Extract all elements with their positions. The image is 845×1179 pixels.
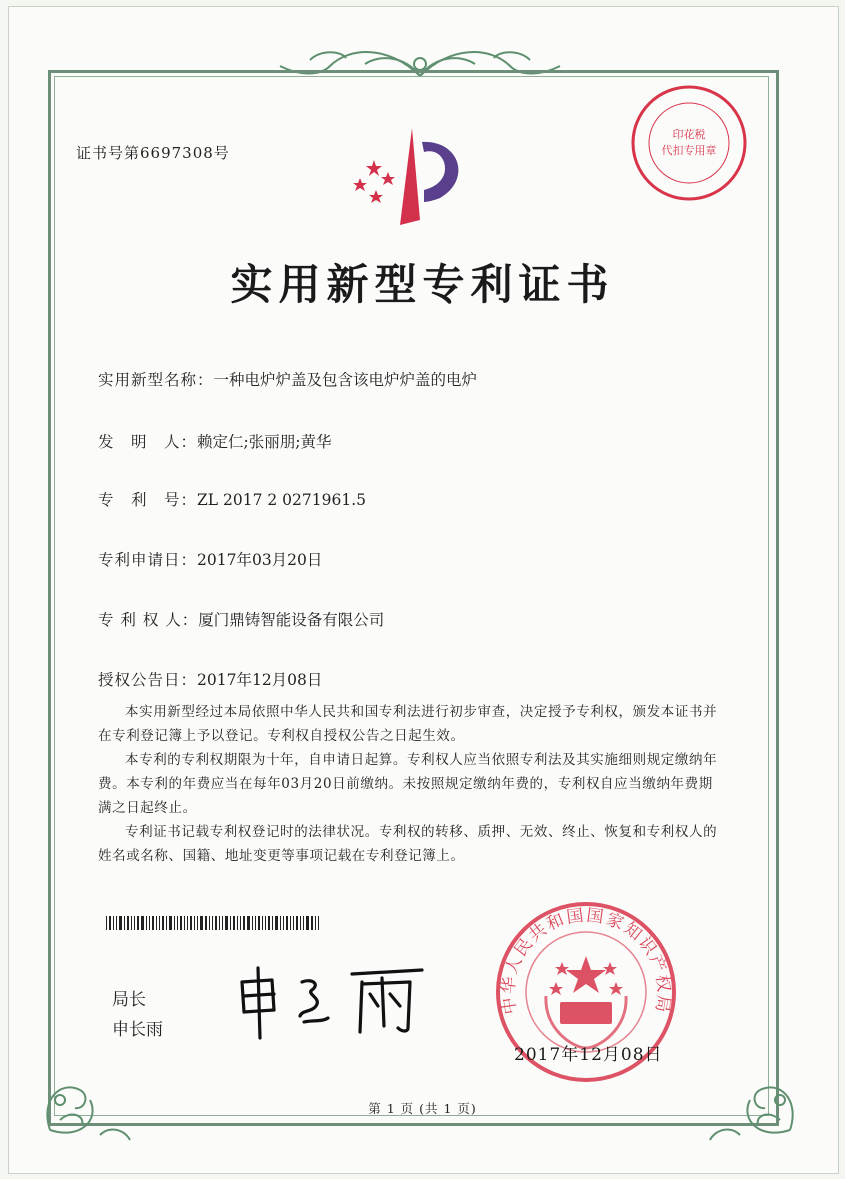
cnipa-logo-icon (340, 120, 480, 230)
inventor-field (98, 430, 331, 452)
utility-model-name-value: 一种电炉炉盖及包含该电炉炉盖的电炉 (213, 371, 478, 389)
certificate-number: 证书号第6697308号 (76, 144, 230, 162)
utility-model-name-label: 实用新型名称： (98, 371, 214, 389)
patent-number-field (98, 488, 366, 510)
body-paragraph-grant: 本实用新型经过本局依照中华人民共和国专利法进行初步审查，决定授予专利权，颁发本证书并在专利登记簿上予以登记。专利权自授权公告之日起生效。 (98, 704, 718, 744)
application-date-value: 2017年03月20日 (197, 551, 323, 569)
director-title: 局长 (112, 990, 146, 1010)
barcode (106, 916, 320, 930)
grant-announcement-date-value: 2017年12月08日 (197, 671, 323, 689)
body-paragraph-term: 本专利的专利权期限为十年，自申请日起算。专利权人应当依照专利法及其实施细则规定缴纳年费。本专利的年费应当在每年03月20日前缴纳。未按照规定缴纳年费的，专利权自应当缴纳年费期满之日起终止。 (98, 752, 718, 816)
svg-text:代扣专用章: 代扣专用章 (661, 144, 717, 157)
grant-announcement-date-label: 授权公告日： (98, 671, 198, 689)
body-paragraph-legal-status: 专利证书记载专利权登记时的法律状况。专利权的转移、质押、无效、终止、恢复和专利权人的姓名或名称、国籍、地址变更等事项记载在专利登记簿上。 (98, 824, 718, 864)
application-date-field (98, 548, 322, 570)
handwritten-signature (232, 960, 432, 1040)
seal-date: 2017年12月08日 (514, 1045, 663, 1065)
patentee-field (98, 608, 384, 630)
svg-text:印花税: 印花税 (672, 128, 706, 141)
patent-number-value: ZL 2017 2 0271961.5 (197, 491, 366, 509)
tax-stamp-seal (628, 82, 750, 204)
utility-model-name-field (98, 368, 477, 390)
patent-number-label: 专 利 号： (98, 491, 198, 509)
certificate-body-text (98, 700, 720, 868)
patentee-value: 厦门鼎铸智能设备有限公司 (198, 611, 385, 629)
grant-announcement-date-field (98, 668, 322, 690)
inventor-value: 赖定仁;张丽朋;黄华 (197, 433, 332, 451)
patentee-label: 专 利 权 人： (98, 611, 199, 629)
corner-ornament-bottom-left (30, 1040, 140, 1150)
inventor-label: 发 明 人： (98, 433, 198, 451)
page-footer: 第 1 页 (共 1 页) (368, 1101, 477, 1116)
director-name: 申长雨 (112, 1020, 163, 1040)
application-date-label: 专利申请日： (98, 551, 198, 569)
corner-ornament-bottom-right (700, 1040, 810, 1150)
certificate-title: 实用新型专利证书 (230, 260, 615, 309)
svg-text:中华人民共和国国家知识产权局: 中华人民共和国国家知识产权局 (498, 905, 674, 1016)
